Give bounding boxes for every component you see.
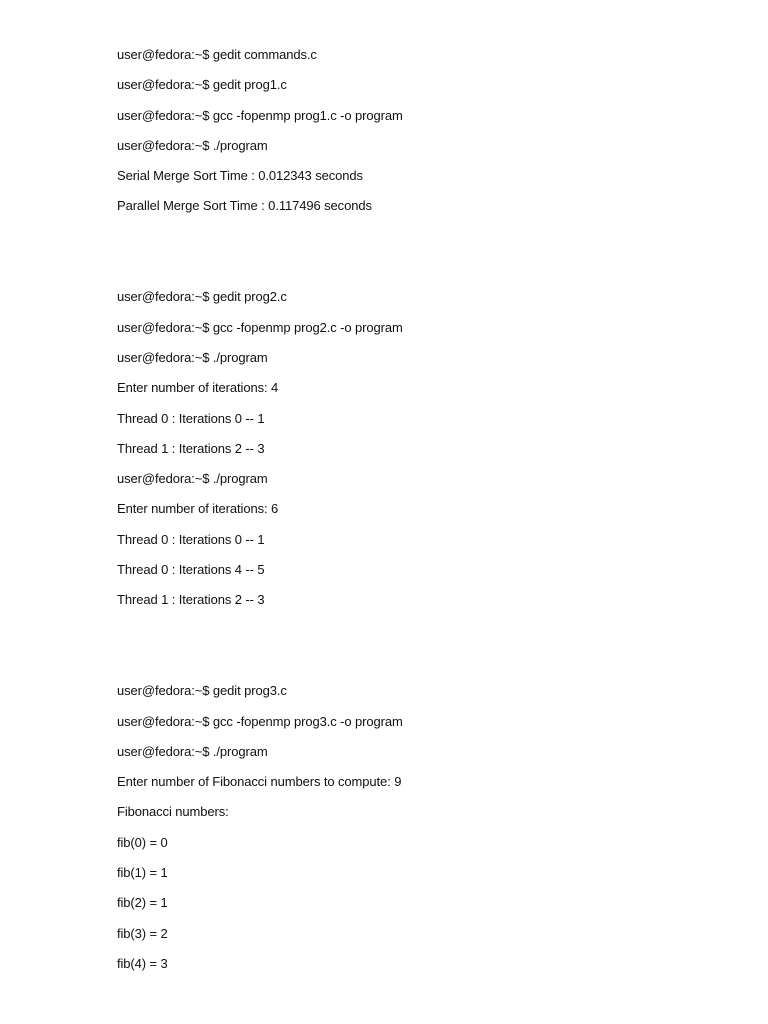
text-line: Thread 0 : Iterations 0 -- 1 [117, 410, 265, 426]
text-line: fib(1) = 1 [117, 865, 168, 881]
text-line: user@fedora:~$ gedit prog1.c [117, 77, 287, 93]
text-line: Fibonacci numbers: [117, 804, 229, 820]
text-line: Enter number of iterations: 4 [117, 380, 279, 396]
text-line: Parallel Merge Sort Time : 0.117496 seconds [117, 198, 372, 214]
text-line: user@fedora:~$ ./program [117, 137, 268, 153]
text-line: fib(4) = 3 [117, 955, 168, 971]
section-prog3 [117, 676, 737, 979]
text-line: user@fedora:~$ gedit prog2.c [117, 289, 287, 305]
section-prog1 [117, 40, 737, 222]
text-line: Thread 1 : Iterations 2 -- 3 [117, 592, 265, 608]
text-line: Thread 0 : Iterations 0 -- 1 [117, 531, 265, 547]
text-line: user@fedora:~$ gcc -fopenmp prog1.c -o program [117, 107, 403, 123]
text-line: Enter number of Fibonacci numbers to compute: 9 [117, 774, 402, 790]
text-line: user@fedora:~$ ./program [117, 743, 268, 759]
text-line: Thread 1 : Iterations 2 -- 3 [117, 440, 265, 456]
text-line: fib(0) = 0 [117, 834, 168, 850]
text-line: user@fedora:~$ gcc -fopenmp prog2.c -o program [117, 319, 403, 335]
text-line: user@fedora:~$ gedit prog3.c [117, 683, 287, 699]
document-page [117, 40, 737, 979]
section-prog2 [117, 282, 737, 615]
text-line: fib(2) = 1 [117, 895, 168, 911]
section-spacer [117, 616, 737, 677]
text-line: Serial Merge Sort Time : 0.012343 seconds [117, 168, 363, 184]
text-line: user@fedora:~$ ./program [117, 471, 268, 487]
text-line: Enter number of iterations: 6 [117, 501, 279, 517]
text-line: user@fedora:~$ gedit commands.c [117, 47, 317, 62]
text-line: user@fedora:~$ ./program [117, 349, 268, 365]
section-spacer [117, 222, 737, 283]
text-line: Thread 0 : Iterations 4 -- 5 [117, 562, 265, 578]
text-line: user@fedora:~$ gcc -fopenmp prog3.c -o program [117, 713, 403, 729]
text-line: fib(3) = 2 [117, 925, 168, 941]
